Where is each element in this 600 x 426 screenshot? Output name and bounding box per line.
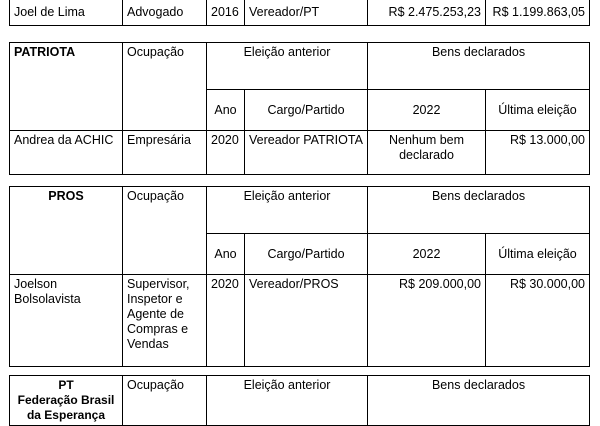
assets-2022: R$ 209.000,00 (368, 275, 486, 367)
header-previous-election: Eleição anterior (207, 43, 368, 90)
table-row (10, 131, 590, 175)
header-declared-assets: Bens declarados (368, 187, 590, 234)
assets-2022: Nenhum bem declarado (368, 131, 486, 175)
candidate-name: Joel de Lima (10, 0, 123, 26)
candidate-occupation: Advogado (123, 0, 207, 26)
previous-election-year: 2016 (207, 0, 245, 26)
previous-office-party: Vereador/PROS (245, 275, 368, 367)
assets-2022: R$ 2.475.253,23 (368, 0, 486, 26)
party-name: PATRIOTA (10, 43, 123, 131)
header-last-election: Última eleição (486, 90, 590, 131)
table-row (10, 275, 590, 367)
previous-office-party: Vereador PATRIOTA (245, 131, 368, 175)
candidate-table-patriota (9, 42, 590, 175)
previous-election-year: 2020 (207, 275, 245, 367)
previous-election-year: 2020 (207, 131, 245, 175)
header-last-election: Última eleição (486, 234, 590, 275)
party-name: PROS (10, 187, 123, 275)
header-occupation: Ocupação (123, 43, 207, 131)
header-2022: 2022 (368, 234, 486, 275)
candidate-table-pt-continued (9, 0, 590, 26)
candidate-name: Andrea da ACHIC (10, 131, 123, 175)
header-previous-election: Eleição anterior (207, 376, 368, 426)
header-declared-assets: Bens declarados (368, 376, 590, 426)
header-year: Ano (207, 234, 245, 275)
candidate-occupation: Supervisor, Inspetor e Agente de Compras e Vendas (123, 275, 207, 367)
table-header-row (10, 376, 590, 426)
table-header-row (10, 43, 590, 90)
candidate-table-pt (9, 375, 590, 426)
assets-last-election: R$ 1.199.863,05 (486, 0, 590, 26)
header-office-party: Cargo/Partido (245, 90, 368, 131)
header-2022: 2022 (368, 90, 486, 131)
assets-last-election: R$ 13.000,00 (486, 131, 590, 175)
candidate-name: Joelson Bolsolavista (10, 275, 123, 367)
header-previous-election: Eleição anterior (207, 187, 368, 234)
party-name-line: PT (58, 378, 74, 392)
previous-office-party: Vereador/PT (245, 0, 368, 26)
header-occupation: Ocupação (123, 187, 207, 275)
header-office-party: Cargo/Partido (245, 234, 368, 275)
header-occupation: Ocupação (123, 376, 207, 426)
party-name (10, 376, 123, 426)
table-header-row (10, 187, 590, 234)
table-row (10, 0, 590, 26)
candidate-table-pros (9, 186, 590, 367)
party-name-line: da Esperança (26, 408, 106, 422)
assets-last-election: R$ 30.000,00 (486, 275, 590, 367)
candidate-occupation: Empresária (123, 131, 207, 175)
party-name-line: Federação Brasil (17, 393, 115, 407)
header-declared-assets: Bens declarados (368, 43, 590, 90)
header-year: Ano (207, 90, 245, 131)
